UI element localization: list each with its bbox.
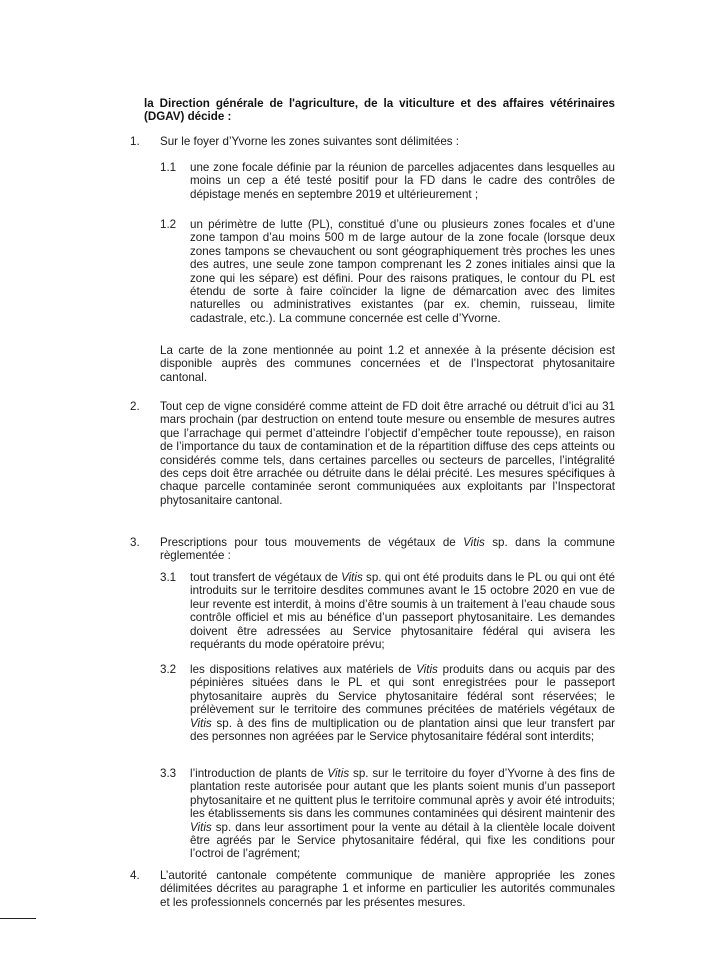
text-segment: sp. à des fins de multiplication ou de plantation ainsi que leur transfert par des personnes non agréées par le Service phytosanitaire fédéral sont interdits;: [190, 716, 615, 744]
italic-term: Vitis: [327, 767, 350, 780]
text-segment: produits dans ou acquis par des pépinières situées dans le PL et qui sont enregistrées pour le passeport phytosanitaire auprès du Service phytosanitaire fédéral sont réservées; le prélèvement sur le territoire des communes précitées de matériels végétaux de: [190, 663, 615, 717]
text-segment: sp. qui ont été produits dans le PL ou qui ont été introduits sur le territoire desdites communes avant le 15 octobre 2020 en vue de leur revente est interdit, à moins d’être soumis à un traitement à l’eau chaude sous contrôle officiel et mis au bénéfice d’un passeport phytosanitaire. Les demandes doivent être adressées au Service phytosanitaire fédéral qui avisera les requérants du mode opératoire prévu;: [190, 571, 615, 652]
item-2-text: Tout cep de vigne considéré comme atteint de FD doit être arraché ou détruit d’ici au 31 mars prochain (par destruction on entend toute mesure ou ensemble de mesures autres que l’arrachage qui permet d’atteindre l’objectif d’empêcher toute repousse), en raison de l’importance du taux de contamination et de la répartition diffuse des ceps atteints ou considérés comme tels, dans certaines parcelles ou secteurs de parcelles, l’intégralité des ceps doit être arrachée ou détruite dans le délai précité. Les mesures spécifiques à chaque parcelle contaminée seront communiquées aux exploitants par l’Inspectorat phytosanitaire cantonal.: [160, 400, 615, 507]
subitem-3-2-text: [190, 663, 615, 743]
text-segment: l’introduction de plants de: [190, 767, 328, 780]
italic-term: Vitis: [190, 820, 212, 834]
item-number: 3.: [130, 536, 140, 549]
text-segment: sp. dans la commune règlementée :: [160, 536, 615, 563]
item-1-text: Sur le foyer d’Yvorne les zones suivantes sont délimitées :: [160, 135, 460, 148]
item-number: 1.: [130, 135, 140, 148]
subitem-3-3-text: [190, 767, 615, 861]
text-segment: tout transfert de végétaux de: [190, 571, 342, 584]
decision-heading: la Direction générale de l'agriculture, de la viticulture et des affaires vétérinaires (DGAV) décide :: [144, 97, 615, 124]
subitem-1-1-text: une zone focale définie par la réunion de parcelles adjacentes dans lesquelles au moins un cep a été testé positif pour la FD dans le cadre des contrôles de dépistage menés en septembre 2019 et ultérieurement ;: [190, 161, 615, 201]
item-number: 2.: [130, 400, 140, 413]
text-segment: sp. dans leur assortiment pour la vente au détail à la clientèle locale doivent être agréés par le Service phytosanitaire fédéral, qui fixe les conditions pour l’octroi de l’agrément;: [190, 820, 615, 861]
subitem-number: 3.1: [160, 571, 177, 584]
item-1-closing-text: La carte de la zone mentionnée au point 1.2 et annexée à la présente décision est disponible auprès des communes concernées et de l’Inspectorat phytosanitaire cantonal.: [160, 344, 615, 384]
subitem-number: 3.2: [160, 663, 177, 676]
subitem-number: 1.1: [160, 161, 177, 174]
italic-term: Vitis: [341, 571, 363, 584]
italic-term: Vitis: [190, 716, 212, 730]
subitem-3-1-text: [190, 571, 615, 651]
footnote-separator: [0, 918, 36, 919]
text-segment: Prescriptions pour tous mouvements de végétaux de: [160, 536, 464, 549]
item-3-text: [160, 536, 615, 563]
item-number: 4.: [130, 869, 140, 882]
italic-term: Vitis: [416, 663, 438, 676]
subitem-number: 1.2: [160, 218, 177, 231]
item-4-text: L’autorité cantonale compétente communique de manière appropriée les zones délimitées décrites au paragraphe 1 et informe en particulier les autorités communales et les professionnels concernés par les présentes mesures.: [160, 869, 615, 909]
text-segment: les dispositions relatives aux matériels de: [190, 663, 417, 676]
subitem-1-2-text: un périmètre de lutte (PL), constitué d’une ou plusieurs zones focales et d’une zone tampon d’au moins 500 m de large autour de la zone focale (lorsque deux zones tampons se chevauchent ou sont géographiquement très proches les unes des autres, une seule zone tampon comprenant les 2 zones initiales ainsi que la zone qui les sépare) est défini. Pour des raisons pratiques, le contour du PL est étendu de sorte à faire coïncider la ligne de démarcation avec des limites naturelles ou administratives existantes (par ex. chemin, ruisseau, limite cadastrale, etc.). La commune concernée est celle d’Yvorne.: [190, 218, 615, 325]
text-segment: sp. sur le territoire du foyer d’Yvorne à des fins de plantation reste autorisée pour autant que les plants soient munis d’un passeport phytosanitaire et ne quittent plus le territoire communal après y avoir été introduits; les établissements sis dans les communes contaminées qui désirent maintenir des: [190, 767, 615, 821]
italic-term: Vitis: [463, 536, 485, 549]
subitem-number: 3.3: [160, 767, 177, 780]
